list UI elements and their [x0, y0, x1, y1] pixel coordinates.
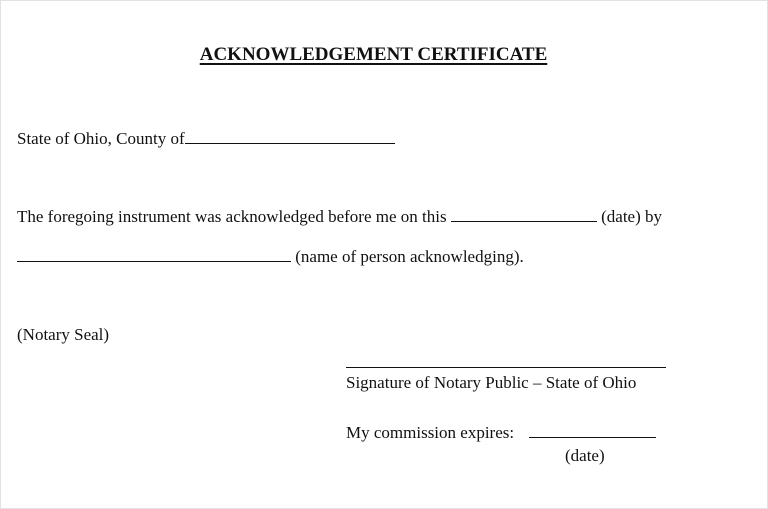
- notary-seal-label: (Notary Seal): [17, 325, 110, 344]
- acknowledgment-date-field[interactable]: [451, 206, 597, 222]
- commission-line: [346, 422, 656, 443]
- acknowledgment-text: The foregoing instrument was acknowledged before me on this: [17, 207, 447, 226]
- document-title: ACKNOWLEDGEMENT CERTIFICATE: [199, 44, 548, 65]
- notary-signature-label: Signature of Notary Public – State of Ohio: [346, 373, 637, 392]
- acknowledgment-line-1: [17, 206, 662, 227]
- person-name-field[interactable]: [17, 246, 291, 262]
- notary-signature-field[interactable]: [346, 367, 666, 368]
- venue-line: [17, 128, 395, 149]
- county-field[interactable]: [185, 128, 395, 144]
- acknowledgment-line-2: [17, 246, 524, 267]
- commission-expiry-field[interactable]: [529, 422, 656, 438]
- commission-date-caption: (date): [565, 446, 605, 465]
- venue-label: State of Ohio, County of: [17, 129, 185, 148]
- commission-label: My commission expires:: [346, 423, 515, 442]
- person-name-label: (name of person acknowledging).: [295, 247, 524, 266]
- date-by-label: (date) by: [601, 207, 662, 226]
